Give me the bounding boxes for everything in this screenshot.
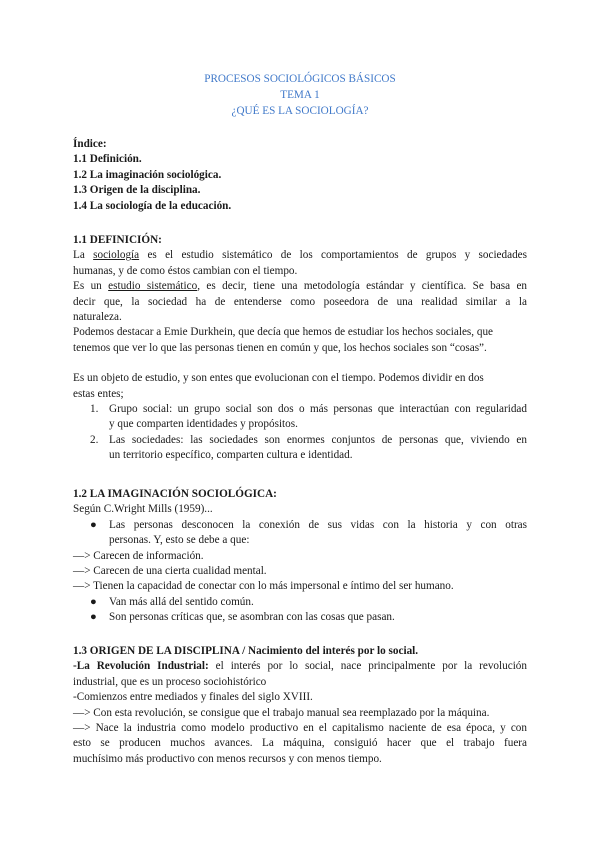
bullet-item: ● Son personas críticas que, se asombran con las cosas que pasan. [73,610,527,625]
paragraph-line: estas entes; [73,387,124,400]
paragraph-line: -La Revolución Industrial: el interés por lo social, nace principalmente por la revolución [73,660,527,673]
arrow-line: —> Tienen la capacidad de conectar con lo más impersonal e íntimo del ser humano. [73,580,454,593]
section-heading: 1.2 LA IMAGINACIÓN SOCIOLÓGICA: [73,488,277,500]
paragraph-line: humanas, y de como éstos cambian con el tiempo. [73,264,298,277]
numbered-list [73,402,527,464]
paragraph-line: Es un objeto de estudio, y son entes que evolucionan con el tiempo. Podemos dividir en dos [73,372,484,385]
paragraph-line: tenemos que ver lo que las personas tienen en común y que, los hechos sociales son “cosas”. [73,341,487,354]
bullet-item: ● Las personas desconocen la conexión de sus vidas con la historia y con otras personas. Y, esto se debe a que: [90,518,527,547]
paragraph-line: —> Nace la industria como modelo productivo en el capitalismo naciente de esa época, y con [73,722,527,735]
revolution-label: -La Revolución Industrial: [73,660,209,673]
arrow-line: —> Carecen de información. [73,549,204,562]
section-imagination [73,487,527,626]
paragraph-line: Podemos destacar a Emie Durkhein, que decía que hemos de estudiar los hechos sociales, que [73,326,494,339]
index-item: 1.3 Origen de la disciplina. [73,184,201,197]
paragraph-line: Según C.Wright Mills (1959)... [73,503,213,516]
paragraph-line: naturaleza. [73,311,122,324]
bullet-icon: ● [90,595,97,608]
index-item: 1.1 Definición. [73,153,142,166]
term-estudio-sistematico: estudio sistemático [108,280,198,293]
paragraph-line: -Comienzos entre mediados y finales del siglo XVIII. [73,691,313,704]
index-section [73,137,527,214]
index-item: 1.2 La imaginación sociológica. [73,168,222,181]
paragraph-line: Es un estudio sistemático, es decir, tiene una metodología estándar y científica. Se basa en [73,280,528,293]
term-sociologia: sociología [93,249,140,262]
list-item: 1. Grupo social: un grupo social son dos o más personas que interactúan con regularidad y que comparten identidades y propósitos. [90,403,527,431]
paragraph-line: La sociología es el estudio sistemático de los comportamientos de grupos y sociedades [73,249,527,262]
paragraph-line: industrial, que es un proceso sociohistórico [73,675,267,688]
section-origin [73,644,527,767]
paragraph-line: muchísimo más productivo con menos recursos y con menos tiempo. [73,752,382,765]
bullet-icon: ● [90,611,97,624]
list-item: 2. Las sociedades: las sociedades son enormes conjuntos de personas que, viviendo en un territorio específico, comparten cultura e identidad. [90,433,527,462]
question-title: ¿QUÉ ES LA SOCIOLOGÍA? [231,105,369,117]
index-label: Índice: [73,138,107,150]
section-definition [73,233,527,464]
section-heading: 1.1 DEFINICIÓN: [73,234,162,246]
paragraph-line: —> Con esta revolución, se consigue que el trabajo manual sea reemplazado por la máquina. [73,706,490,719]
list-number: 1. [90,403,99,416]
bullet-icon: ● [90,518,97,531]
paragraph-line: decir que, la sociedad ha de entenderse como poseedora de una realidad similar a la [73,295,527,308]
section-heading: 1.3 ORIGEN DE LA DISCIPLINA / Nacimiento del interés por lo social. [73,645,419,657]
index-item: 1.4 La sociología de la educación. [73,199,232,212]
arrow-line: —> Carecen de una cierta cualidad mental. [73,565,267,578]
bullet-item: ● Van más allá del sentido común. [73,595,527,610]
document-title-block [0,71,600,119]
topic-title: TEMA 1 [280,89,320,101]
course-title: PROCESOS SOCIOLÓGICOS BÁSICOS [204,73,396,85]
paragraph-line: esto se producen muchos avances. La máquina, consiguió hacer que el trabajo fuera [73,737,527,750]
list-number: 2. [90,433,99,446]
